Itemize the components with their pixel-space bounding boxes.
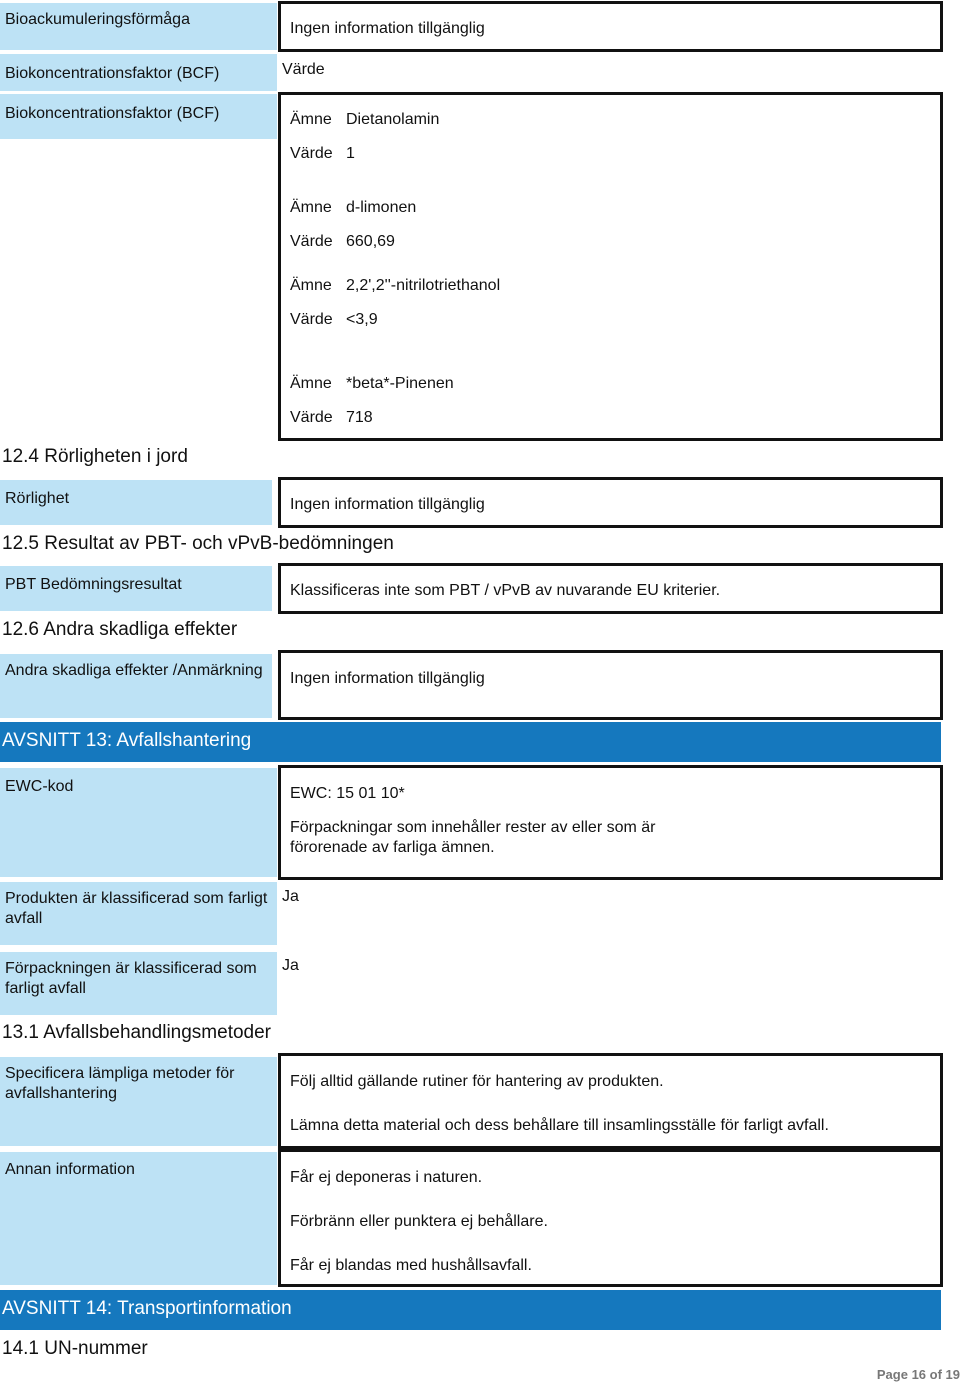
heading-12-5: 12.5 Resultat av PBT- och vPvB-bedömningen — [2, 533, 394, 554]
methods-line-2: Lämna detta material och dess behållare till insamlingsställe för farligt avfall. — [290, 1117, 829, 1134]
other-effects-label-text: Andra skadliga effekter /Anmärkning — [5, 662, 263, 679]
packaging-hazardous-value — [279, 956, 299, 976]
other-info-line-2: Förbränn eller punktera ej behållare. — [290, 1213, 548, 1230]
other-info-label — [0, 1152, 277, 1285]
amne-key: Ämne — [290, 199, 332, 216]
varde-key: Värde — [290, 409, 333, 426]
page-number: Page 16 of 19 — [876, 1367, 960, 1382]
heading-12-6: 12.6 Andra skadliga effekter — [2, 619, 238, 640]
bcf-entry-2-substance — [290, 198, 416, 218]
value-text: 660,69 — [346, 233, 395, 250]
heading-12-4: 12.4 Rörligheten i jord — [2, 446, 188, 467]
bcf-label-1-text: Biokoncentrationsfaktor (BCF) — [5, 65, 220, 82]
bioaccumulation-label — [0, 3, 277, 50]
section-14-header — [0, 1290, 941, 1330]
pbt-value: Klassificeras inte som PBT / vPvB av nuvarande EU kriterier. — [290, 582, 721, 599]
pbt-label — [0, 566, 272, 611]
bioaccumulation-value: Ingen information tillgänglig — [290, 20, 485, 37]
substance-text: d-limonen — [346, 199, 417, 216]
heading-14-1: 14.1 UN-nummer — [2, 1338, 148, 1359]
methods-label-text: Specificera lämpliga metoder för avfallshantering — [5, 1065, 235, 1102]
substance-text: Dietanolamin — [346, 111, 440, 128]
amne-key: Ämne — [290, 111, 332, 128]
other-info-line-1: Får ej deponeras i naturen. — [290, 1169, 483, 1186]
value-text: 1 — [346, 145, 355, 162]
bcf-entry-1-value — [290, 144, 355, 164]
mobility-value: Ingen information tillgänglig — [290, 496, 485, 513]
ewc-description: Förpackningar som innehåller rester av eller som är förorenade av farliga ämnen. — [290, 819, 656, 856]
ewc-label-text: EWC-kod — [5, 778, 74, 795]
methods-value-box — [278, 1053, 943, 1149]
section-13-title: AVSNITT 13: Avfallshantering — [2, 730, 252, 751]
bcf-entry-3-value — [290, 310, 378, 330]
ewc-label — [0, 768, 277, 877]
product-hazardous-value — [279, 887, 299, 907]
other-info-value-box — [278, 1149, 943, 1287]
bioaccumulation-label-text: Bioackumuleringsförmåga — [5, 11, 190, 28]
product-hazardous-label-text: Produkten är klassificerad som farligt avfall — [5, 890, 268, 927]
value-text: 718 — [346, 409, 373, 426]
ewc-value-box — [278, 765, 943, 880]
product-hazardous-value-text: Ja — [282, 888, 299, 905]
ewc-code: EWC: 15 01 10* — [290, 785, 405, 802]
mobility-label — [0, 480, 272, 525]
varde-key: Värde — [290, 145, 333, 162]
other-info-label-text: Annan information — [5, 1161, 135, 1178]
bcf-label-2 — [0, 94, 277, 139]
product-hazardous-label — [0, 882, 277, 945]
pbt-value-box — [278, 563, 943, 614]
substance-text: 2,2',2''-nitrilotriethanol — [346, 277, 501, 294]
bcf-label-2-text: Biokoncentrationsfaktor (BCF) — [5, 105, 220, 122]
value-text: <3,9 — [346, 311, 378, 328]
packaging-hazardous-label-text: Förpackningen är klassificerad som farligt avfall — [5, 960, 257, 997]
other-effects-value-box — [278, 650, 943, 720]
bcf-substance-box — [278, 92, 943, 441]
bcf-label-1 — [0, 54, 277, 91]
mobility-label-text: Rörlighet — [5, 490, 70, 507]
methods-line-1: Följ alltid gällande rutiner för hantering av produkten. — [290, 1073, 664, 1090]
section-13-header — [0, 722, 941, 762]
bcf-value-1-text: Värde — [282, 61, 325, 78]
heading-13-1: 13.1 Avfallsbehandlingsmetoder — [2, 1022, 272, 1043]
packaging-hazardous-label — [0, 952, 277, 1015]
mobility-value-box — [278, 477, 943, 528]
substance-text: *beta*-Pinenen — [346, 375, 454, 392]
bcf-entry-3-substance — [290, 276, 500, 296]
methods-label — [0, 1057, 277, 1146]
other-info-line-3: Får ej blandas med hushållsavfall. — [290, 1257, 532, 1274]
bcf-value-1 — [279, 60, 325, 80]
packaging-hazardous-value-text: Ja — [282, 957, 299, 974]
amne-key: Ämne — [290, 277, 332, 294]
bcf-entry-4-substance — [290, 374, 454, 394]
bcf-entry-1-substance — [290, 110, 439, 130]
amne-key: Ämne — [290, 375, 332, 392]
other-effects-value: Ingen information tillgänglig — [290, 670, 485, 687]
varde-key: Värde — [290, 311, 333, 328]
pbt-label-text: PBT Bedömningsresultat — [5, 576, 182, 593]
bioaccumulation-value-box — [278, 1, 943, 52]
bcf-entry-2-value — [290, 232, 395, 252]
section-14-title: AVSNITT 14: Transportinformation — [2, 1298, 292, 1319]
varde-key: Värde — [290, 233, 333, 250]
bcf-entry-4-value — [290, 408, 373, 428]
other-effects-label — [0, 654, 272, 718]
